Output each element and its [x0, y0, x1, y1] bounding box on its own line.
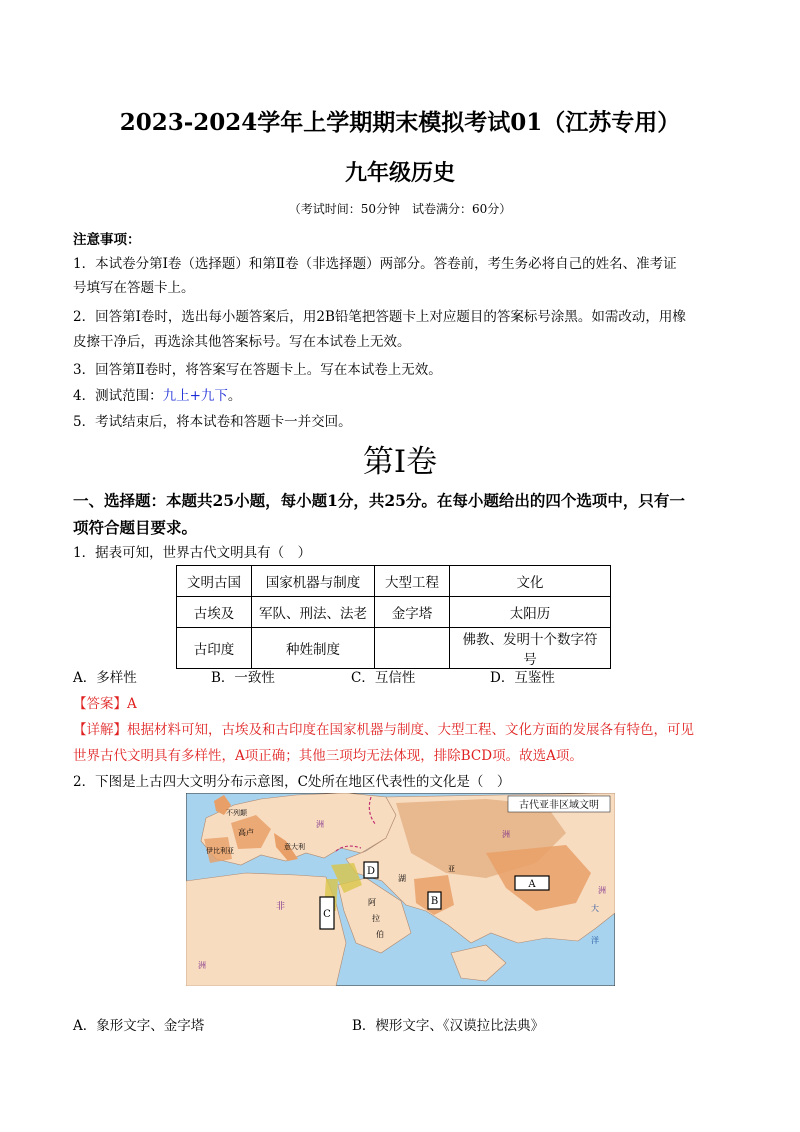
q2-option-b[interactable]: B．楔形文字、《汉谟拉比法典》 [352, 1018, 545, 1034]
note-line-4-prefix: 4．测试范围： [73, 388, 163, 404]
q1-option-a[interactable]: A．多样性 [73, 670, 137, 686]
map-label: 阿 [368, 898, 376, 907]
table-cell: 佛教、发明十个数字符号 [450, 628, 611, 669]
q1-option-c[interactable]: C．互信性 [351, 670, 416, 686]
map-label: 不列颠 [226, 809, 247, 817]
map-title: 古代亚非区域文明 [519, 800, 599, 811]
marker-d-label: D [366, 866, 376, 877]
table-header-row [177, 566, 611, 597]
q1-option-d[interactable]: D．互鉴性 [490, 670, 555, 686]
map-label: 湖 [398, 874, 406, 883]
notes-title: 注意事项： [73, 232, 141, 248]
table-header-cell: 文明古国 [177, 566, 252, 597]
section-heading-b: 项符合题目要求。 [73, 518, 198, 537]
note-line-3: 3．回答第Ⅱ卷时，将答案写在答题卡上。写在本试卷上无效。 [73, 362, 442, 378]
note-line-5: 5．考试结束后，将本试卷和答题卡一并交回。 [73, 414, 352, 430]
marker-c-label: C [323, 909, 331, 920]
q1-option-b[interactable]: B．一致性 [211, 670, 275, 686]
map-label: 伯 [376, 930, 384, 939]
map-label: 亚 [448, 865, 455, 873]
map-label: 洋 [591, 936, 599, 945]
exam-info: （考试时间：50分钟 试卷满分：60分） [288, 202, 512, 216]
map-label: 洲 [598, 886, 606, 895]
map-label: 非 [276, 902, 286, 912]
note-line-1b: 号填写在答题卡上。 [73, 280, 195, 296]
map-label: 意大利 [284, 843, 305, 851]
q1-detail-b: 世界古代文明具有多样性，A项正确；其他三项均无法体现，排除BCD项。故选A项。 [73, 748, 583, 764]
q2-option-a[interactable]: A．象形文字、金字塔 [73, 1018, 205, 1034]
table-cell: 种姓制度 [252, 628, 375, 669]
note-line-2a: 2．回答第Ⅰ卷时，选出每小题答案后，用2B铅笔把答题卡上对应题目的答案标号涂黑。如需改动，用橡 [73, 309, 686, 325]
map-label: 大 [591, 904, 599, 913]
map-label: 洲 [502, 830, 510, 839]
marker-b-label: B [430, 896, 439, 907]
map-label: 伊比利亚 [206, 847, 234, 855]
table-cell: 古印度 [177, 628, 252, 669]
map-label: 洲 [198, 961, 206, 970]
table-row [177, 628, 611, 669]
note-line-2b: 皮擦干净后，再选涂其他答案标号。写在本试卷上无效。 [73, 334, 411, 350]
table-header-cell: 国家机器与制度 [252, 566, 375, 597]
q1-detail-a: 【详解】根据材料可知，古埃及和古印度在国家机器与制度、大型工程、文化方面的发展各有特色，可见 [73, 722, 694, 738]
note-line-4 [73, 384, 241, 404]
map-label: 拉 [372, 914, 380, 923]
map-label: 洲 [316, 820, 324, 829]
note-line-1a: 1．本试卷分第Ⅰ卷（选择题）和第Ⅱ卷（非选择题）两部分。答卷前，考生务必将自己的姓名、准考证 [73, 256, 677, 272]
table-cell [375, 628, 450, 669]
table-cell: 军队、刑法、法老 [252, 597, 375, 628]
table-cell: 太阳历 [450, 597, 611, 628]
q2-stem: 2．下图是上古四大文明分布示意图，C处所在地区代表性的文化是（ ） [73, 774, 511, 790]
section-heading-a: 一、选择题：本题共25小题，每小题1分，共25分。在每小题给出的四个选项中，只有一 [73, 491, 685, 510]
q1-stem: 1．据表可知，世界古代文明具有（ ） [73, 545, 312, 561]
marker-a-label: A [528, 879, 536, 890]
page-subtitle: 九年级历史 [344, 160, 455, 186]
table-header-cell: 文化 [450, 566, 611, 597]
table-cell: 金字塔 [375, 597, 450, 628]
table-cell: 古埃及 [177, 597, 252, 628]
test-scope: 九上+九下 [162, 388, 228, 404]
page-title: 2023-2024学年上学期期末模拟考试01（江苏专用） [119, 109, 681, 136]
table-header-cell: 大型工程 [375, 566, 450, 597]
table-row [177, 597, 611, 628]
note-line-4-suffix: 。 [227, 388, 242, 404]
ancient-civilizations-map [186, 793, 615, 986]
q1-answer: 【答案】A [73, 696, 137, 712]
map-label: 高卢 [238, 828, 254, 837]
civilization-table [176, 565, 611, 669]
volume-heading: 第Ⅰ卷 [362, 444, 438, 480]
